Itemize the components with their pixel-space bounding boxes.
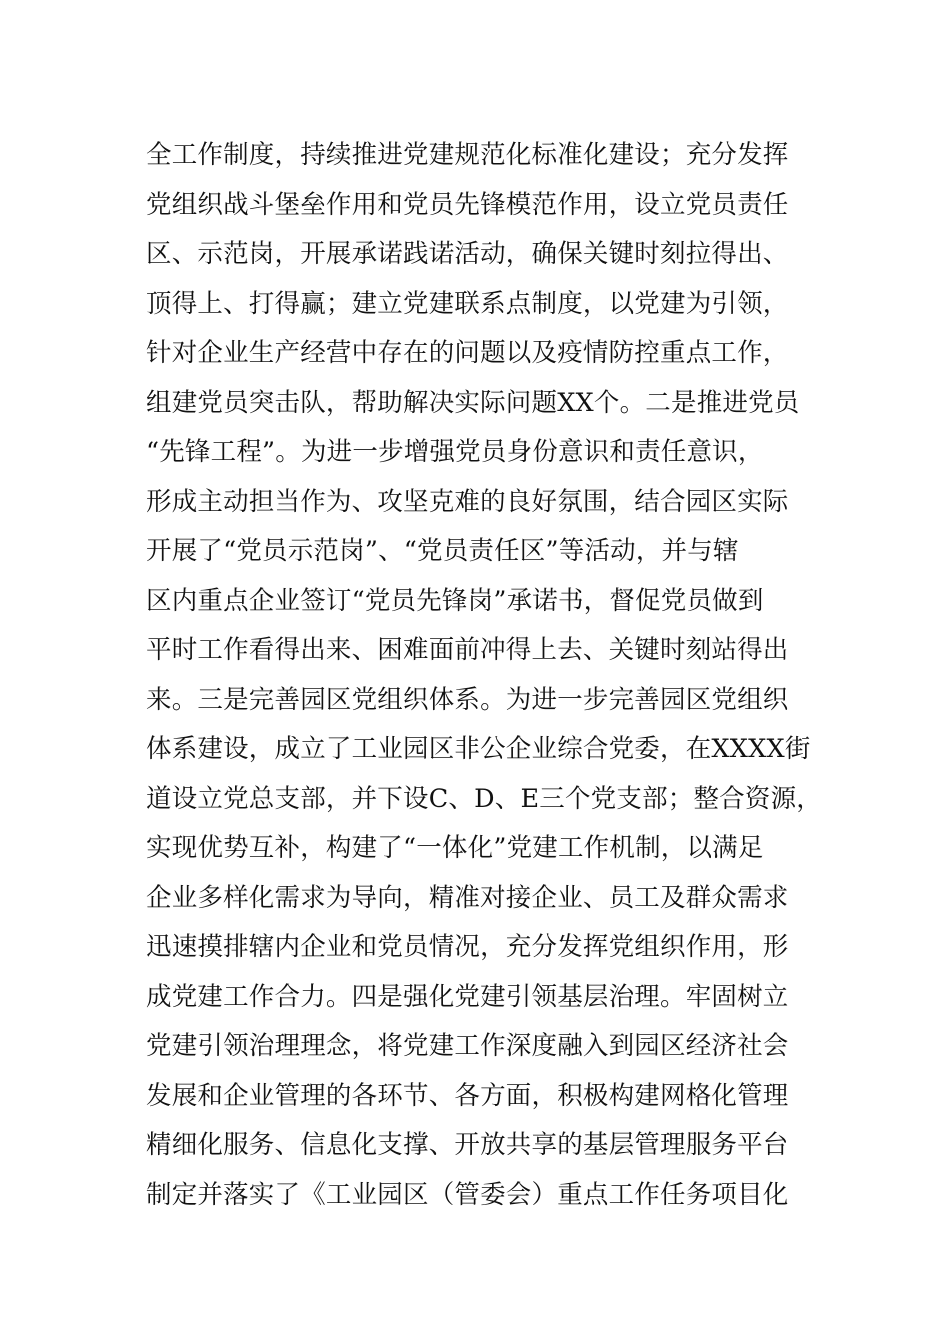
text-line: 党组织战斗堡垒作用和党员先锋模范作用，设立党员责任 [146, 189, 789, 220]
text-line: 区、示范岗，开展承诺践诺活动，确保关键时刻拉得出、 [146, 239, 789, 269]
text-line: 来。三是完善园区党组织体系。为进一步完善园区党组织 [146, 684, 789, 715]
document-body [146, 131, 822, 1220]
text-line: 迅速摸排辖内企业和党员情况，充分发挥党组织作用，形 [146, 932, 789, 962]
text-line: 党建引领治理理念，将党建工作深度融入到园区经济社会 [146, 1031, 789, 1061]
text-line: 平时工作看得出来、困难面前冲得上去、关键时刻站得出 [146, 635, 789, 665]
text-line: 顶得上、打得赢；建立党建联系点制度，以党建为引领， [146, 288, 789, 319]
text-line: 针对企业生产经营中存在的问题以及疫情防控重点工作， [146, 338, 789, 368]
text-line: “先锋工程”。为进一步增强党员身份意识和责任意识， [146, 437, 764, 467]
text-line: 道设立党总支部，并下设C、D、E三个党支部；整合资源， [146, 783, 822, 814]
text-line: 精细化服务、信息化支撑、开放共享的基层管理服务平台 [146, 1130, 789, 1160]
text-line: 企业多样化需求为导向，精准对接企业、员工及群众需求 [146, 882, 789, 913]
text-line: 实现优势互补，构建了“一体化”党建工作机制，以满足 [146, 833, 764, 863]
text-line: 开展了“党员示范岗”、“党员责任区”等活动，并与辖 [146, 536, 739, 566]
text-line: 体系建设，成立了工业园区非公企业综合党委，在XXXX街 [146, 734, 811, 764]
text-line: 制定并落实了《工业园区（管委会）重点工作任务项目化 [146, 1179, 789, 1210]
text-line: 组建党员突击队，帮助解决实际问题XX个。二是推进党员 [146, 387, 800, 418]
text-line: 发展和企业管理的各环节、各方面，积极构建网格化管理 [146, 1080, 789, 1111]
text-line: 区内重点企业签订“党员先锋岗”承诺书，督促党员做到 [146, 585, 764, 616]
text-line: 全工作制度，持续推进党建规范化标准化建设；充分发挥 [146, 140, 789, 170]
text-line: 成党建工作合力。四是强化党建引领基层治理。牢固树立 [146, 981, 789, 1012]
text-line: 形成主动担当作为、攻坚克难的良好氛围，结合园区实际 [146, 486, 789, 517]
